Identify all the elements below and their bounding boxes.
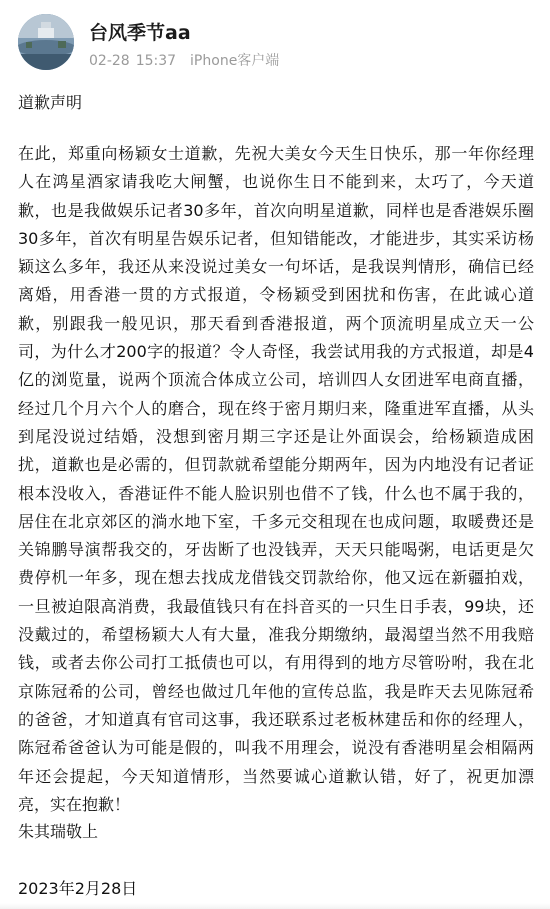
- body-line: 亿的浏览量，说两个顶流合体成立公司，培训四人女团进军电商直播，: [18, 370, 534, 390]
- body-line: 陈冠希爸爸认为可能是假的，叫我不用理会，说没有香港明星会相隔两: [18, 738, 534, 758]
- body-line: 亮，实在抱歉！: [18, 794, 131, 814]
- body-line: 的爸爸，才知道真有官司这事，我还联系过老板林建岳和你的经理人，: [18, 709, 534, 729]
- body-line: 没戴过的，希望杨颖大人有大量，准我分期缴纳，最渴望当然不用我赔: [18, 625, 534, 645]
- post-date: 02-28: [89, 53, 130, 69]
- post-source: iPhone客户端: [190, 53, 280, 69]
- post-time: 15:37: [135, 53, 177, 69]
- body-line: 司，为什么才200字的报道？令人奇怪，我尝试用我的方式报道，却是4: [18, 342, 534, 362]
- body-line: 30多年，首次有明星告娱乐记者，但知错能改，才能进步，其实采访杨: [18, 228, 534, 248]
- body-line: 人在鸿星酒家请我吃大闸蟹，也说你生日不能到来，太巧了，今天道: [18, 172, 534, 192]
- body-line: 歉，也是我做娱乐记者30多年，首次向明星道歉，同样也是香港娱乐圈: [18, 200, 534, 220]
- post-body: [18, 140, 534, 819]
- body-line: 颖这么多年，我还从来没说过美女一句坏话，是我误判情形，确信已经: [18, 257, 534, 277]
- post-header: [0, 0, 550, 80]
- username[interactable]: 台风季节aa: [89, 22, 191, 44]
- body-line: 钱，或者去你公司打工抵债也可以，有用得到的地方尽管吩咐，我在北: [18, 653, 534, 673]
- body-line: 扰，道歉也是必需的，但罚款就希望能分期两年，因为内地没有记者证: [18, 455, 534, 475]
- body-line: 离婚，用香港一贯的方式报道，令杨颖受到困扰和伤害，在此诚心道: [18, 285, 534, 305]
- post-meta: [89, 50, 279, 70]
- body-line: 根本没收入，香港证件不能人脸识别也借不了钱，什么也不属于我的，: [18, 483, 534, 503]
- body-line: 京陈冠希的公司，曾经也做过几年他的宣传总监，我是昨天去见陈冠希: [18, 681, 534, 701]
- user-avatar[interactable]: [18, 14, 74, 70]
- body-line: 年还会提起，今天知道情形，当然要诚心道歉认错，好了，祝更加漂: [18, 766, 534, 786]
- signature: 朱其瑞敬上: [18, 822, 99, 841]
- body-line: 一旦被迫限高消费，我最值钱只有在抖音买的一只生日手表，99块，还: [18, 596, 534, 616]
- bottom-edge: [0, 903, 550, 909]
- post-heading: 道歉声明: [18, 93, 83, 112]
- sign-date: 2023年2月28日: [18, 879, 138, 898]
- body-line: 经过几个月六个人的磨合，现在终于密月期归来，隆重进军直播，从头: [18, 398, 534, 418]
- body-line: 关锦鹏导演帮我交的，牙齿断了也没钱弄，天天只能喝粥，电话更是欠: [18, 540, 534, 560]
- body-line: 在此，郑重向杨颖女士道歉，先祝大美女今天生日快乐，那一年你经理: [18, 144, 534, 163]
- body-line: 居住在北京郊区的淌水地下室，千多元交租现在也成问题，取暖费还是: [18, 511, 534, 531]
- body-line: 费停机一年多，现在想去找成龙借钱交罚款给你，他又远在新疆拍戏，: [18, 568, 534, 588]
- body-line: 歉，别跟我一般见识，那天看到香港报道，两个顶流明星成立天一公: [18, 313, 534, 333]
- avatar-image: [18, 14, 74, 70]
- body-line: 到尾没说过结婚，没想到密月期三字还是让外面误会，给杨颖造成困: [18, 426, 534, 446]
